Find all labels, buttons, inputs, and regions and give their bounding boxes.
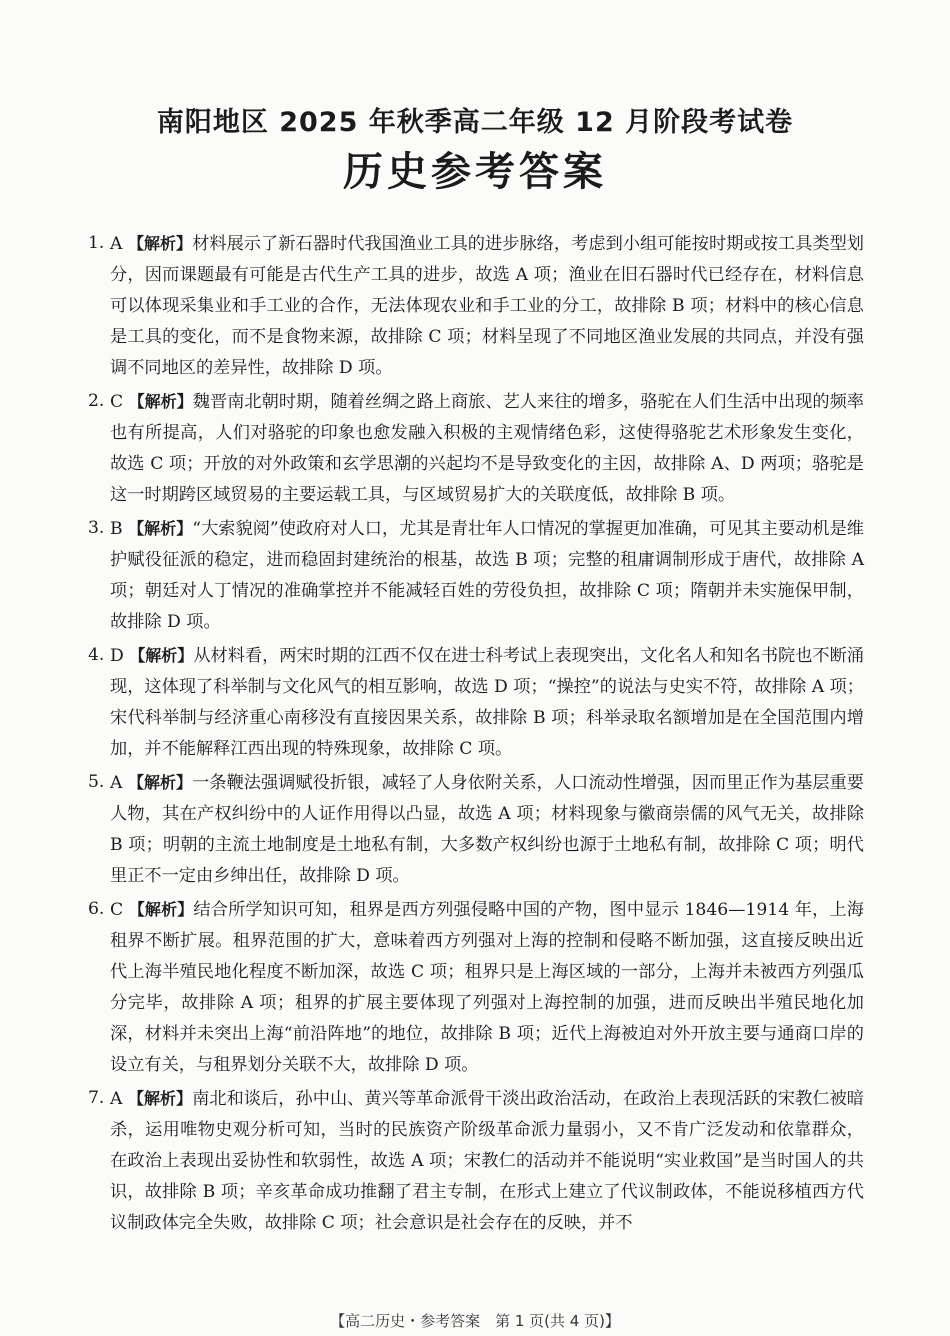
question-number: 7. [88,1088,105,1108]
exam-title: 南阳地区 2025 年秋季高二年级 12 月阶段考试卷 [156,107,794,138]
analysis-tag: 【解析】 [129,646,194,665]
analysis-text: “大索貌阅”使政府对人口，尤其是青壮年人口情况的掌握更加准确，可见其主要动机是维护赋役征派的稳定，进而稳固封建统治的根基，故选 B 项；完整的租庸调制形成于唐代，故排除 A 项；朝廷对人丁情况的准确掌控并不能减轻百姓的劳役负担，故排除 C 项；隋朝并未实施保甲制，故排除 D 项。 [110,519,864,632]
analysis-text: 从材料看，两宋时期的江西不仅在进士科考试上表现突出，文化名人和知名书院也不断涌现，这体现了科举制与文化风气的相互影响，故选 D 项；“操控”的说法与史实不符，故排除 A 项；宋代科举制与经济重心南移没有直接因果关系，故排除 B 项；科举录取名额增加是在全国范围内增加，并不能解释江西出现的特殊现象，故排除 C 项。 [110,646,864,759]
question-item [88,386,864,511]
analysis-text: 南北和谈后，孙中山、黄兴等革命派骨干淡出政治活动，在政治上表现活跃的宋教仁被暗杀，运用唯物史观分析可知，当时的民族资产阶级革命派力量弱小，又不肯广泛发动和依靠群众，在政治上表现出妥协性和软弱性，故选 A 项；宋教仁的活动并不能说明“实业救国”是当时国人的共识，故排除 B 项；辛亥革命成功推翻了君主专制，在形式上建立了代议制政体，不能说移植西方代议制政体完全失败，故排除 C 项；社会意识是社会存在的反映，并不 [110,1089,864,1233]
analysis-text: 结合所学知识可知，租界是西方列强侵略中国的产物，图中显示 1846—1914 年，上海租界不断扩展。租界范围的扩大，意味着西方列强对上海的控制和侵略不断加强，这直接反映出近代上海半殖民地化程度不断加深，故选 C 项；租界只是上海区域的一部分，上海并未被西方列强瓜分完毕，故排除 A 项；租界的扩展主要体现了列强对上海控制的加强，进而反映出半殖民地化加深，材料并未突出上海“前沿阵地”的地位，故排除 B 项；近代上海被迫对外开放主要与通商口岸的设立有关，与租界划分关联不大，故排除 D 项。 [110,900,864,1075]
question-answer: B [110,519,123,539]
question-answer: A [110,234,123,254]
question-number: 1. [88,233,105,253]
question-number: 2. [88,391,105,411]
analysis-tag: 【解析】 [127,234,193,253]
question-item [88,228,864,384]
question-answer: D [110,646,124,666]
question-number: 5. [88,772,105,792]
question-number: 4. [88,645,105,665]
question-answer: A [110,1089,123,1109]
question-answer: C [110,900,124,920]
analysis-tag: 【解析】 [127,773,193,792]
question-number: 6. [88,899,105,919]
question-item [88,767,864,892]
analysis-tag: 【解析】 [128,900,194,919]
question-list [88,228,864,1241]
question-answer: A [110,773,123,793]
page-footer: 【高二历史・参考答案 第 1 页(共 4 页)】 [330,1312,620,1330]
question-number: 3. [88,518,105,538]
analysis-text: 魏晋南北朝时期，随着丝绸之路上商旅、艺人来往的增多，骆驼在人们生活中出现的频率也有所提高，人们对骆驼的印象也愈发融入积极的主观情绪色彩，这使得骆驼艺术形象发生变化，故选 C 项；开放的对外政策和玄学思潮的兴起均不是导致变化的主因，故排除 A、D 两项；骆驼是这一时期跨区域贸易的主要运载工具，与区域贸易扩大的关联度低，故排除 B 项。 [110,392,864,505]
analysis-text: 材料展示了新石器时代我国渔业工具的进步脉络，考虑到小组可能按时期或按工具类型划分，因而课题最有可能是古代生产工具的进步，故选 A 项；渔业在旧石器时代已经存在，材料信息可以体现采集业和手工业的合作，无法体现农业和手工业的分工，故排除 B 项；材料中的核心信息是工具的变化，而不是食物来源，故排除 C 项；材料呈现了不同地区渔业发展的共同点，并没有强调不同地区的差异性，故排除 D 项。 [110,234,864,378]
question-item [88,513,864,638]
question-item [88,640,864,765]
analysis-tag: 【解析】 [128,519,193,538]
analysis-text: 一条鞭法强调赋役折银，减轻了人身依附关系，人口流动性增强，因而里正作为基层重要人物，其在产权纠纷中的人证作用得以凸显，故选 A 项；材料现象与徽商崇儒的风气无关，故排除 B 项；明朝的主流土地制度是土地私有制，大多数产权纠纷也源于土地私有制，故排除 C 项；明代里正不一定由乡绅出任，故排除 D 项。 [110,773,864,886]
analysis-tag: 【解析】 [128,392,193,411]
question-answer: C [110,392,124,412]
analysis-tag: 【解析】 [127,1089,193,1108]
question-item [88,894,864,1081]
answer-key-title: 历史参考答案 [343,149,607,195]
question-item [88,1083,864,1239]
